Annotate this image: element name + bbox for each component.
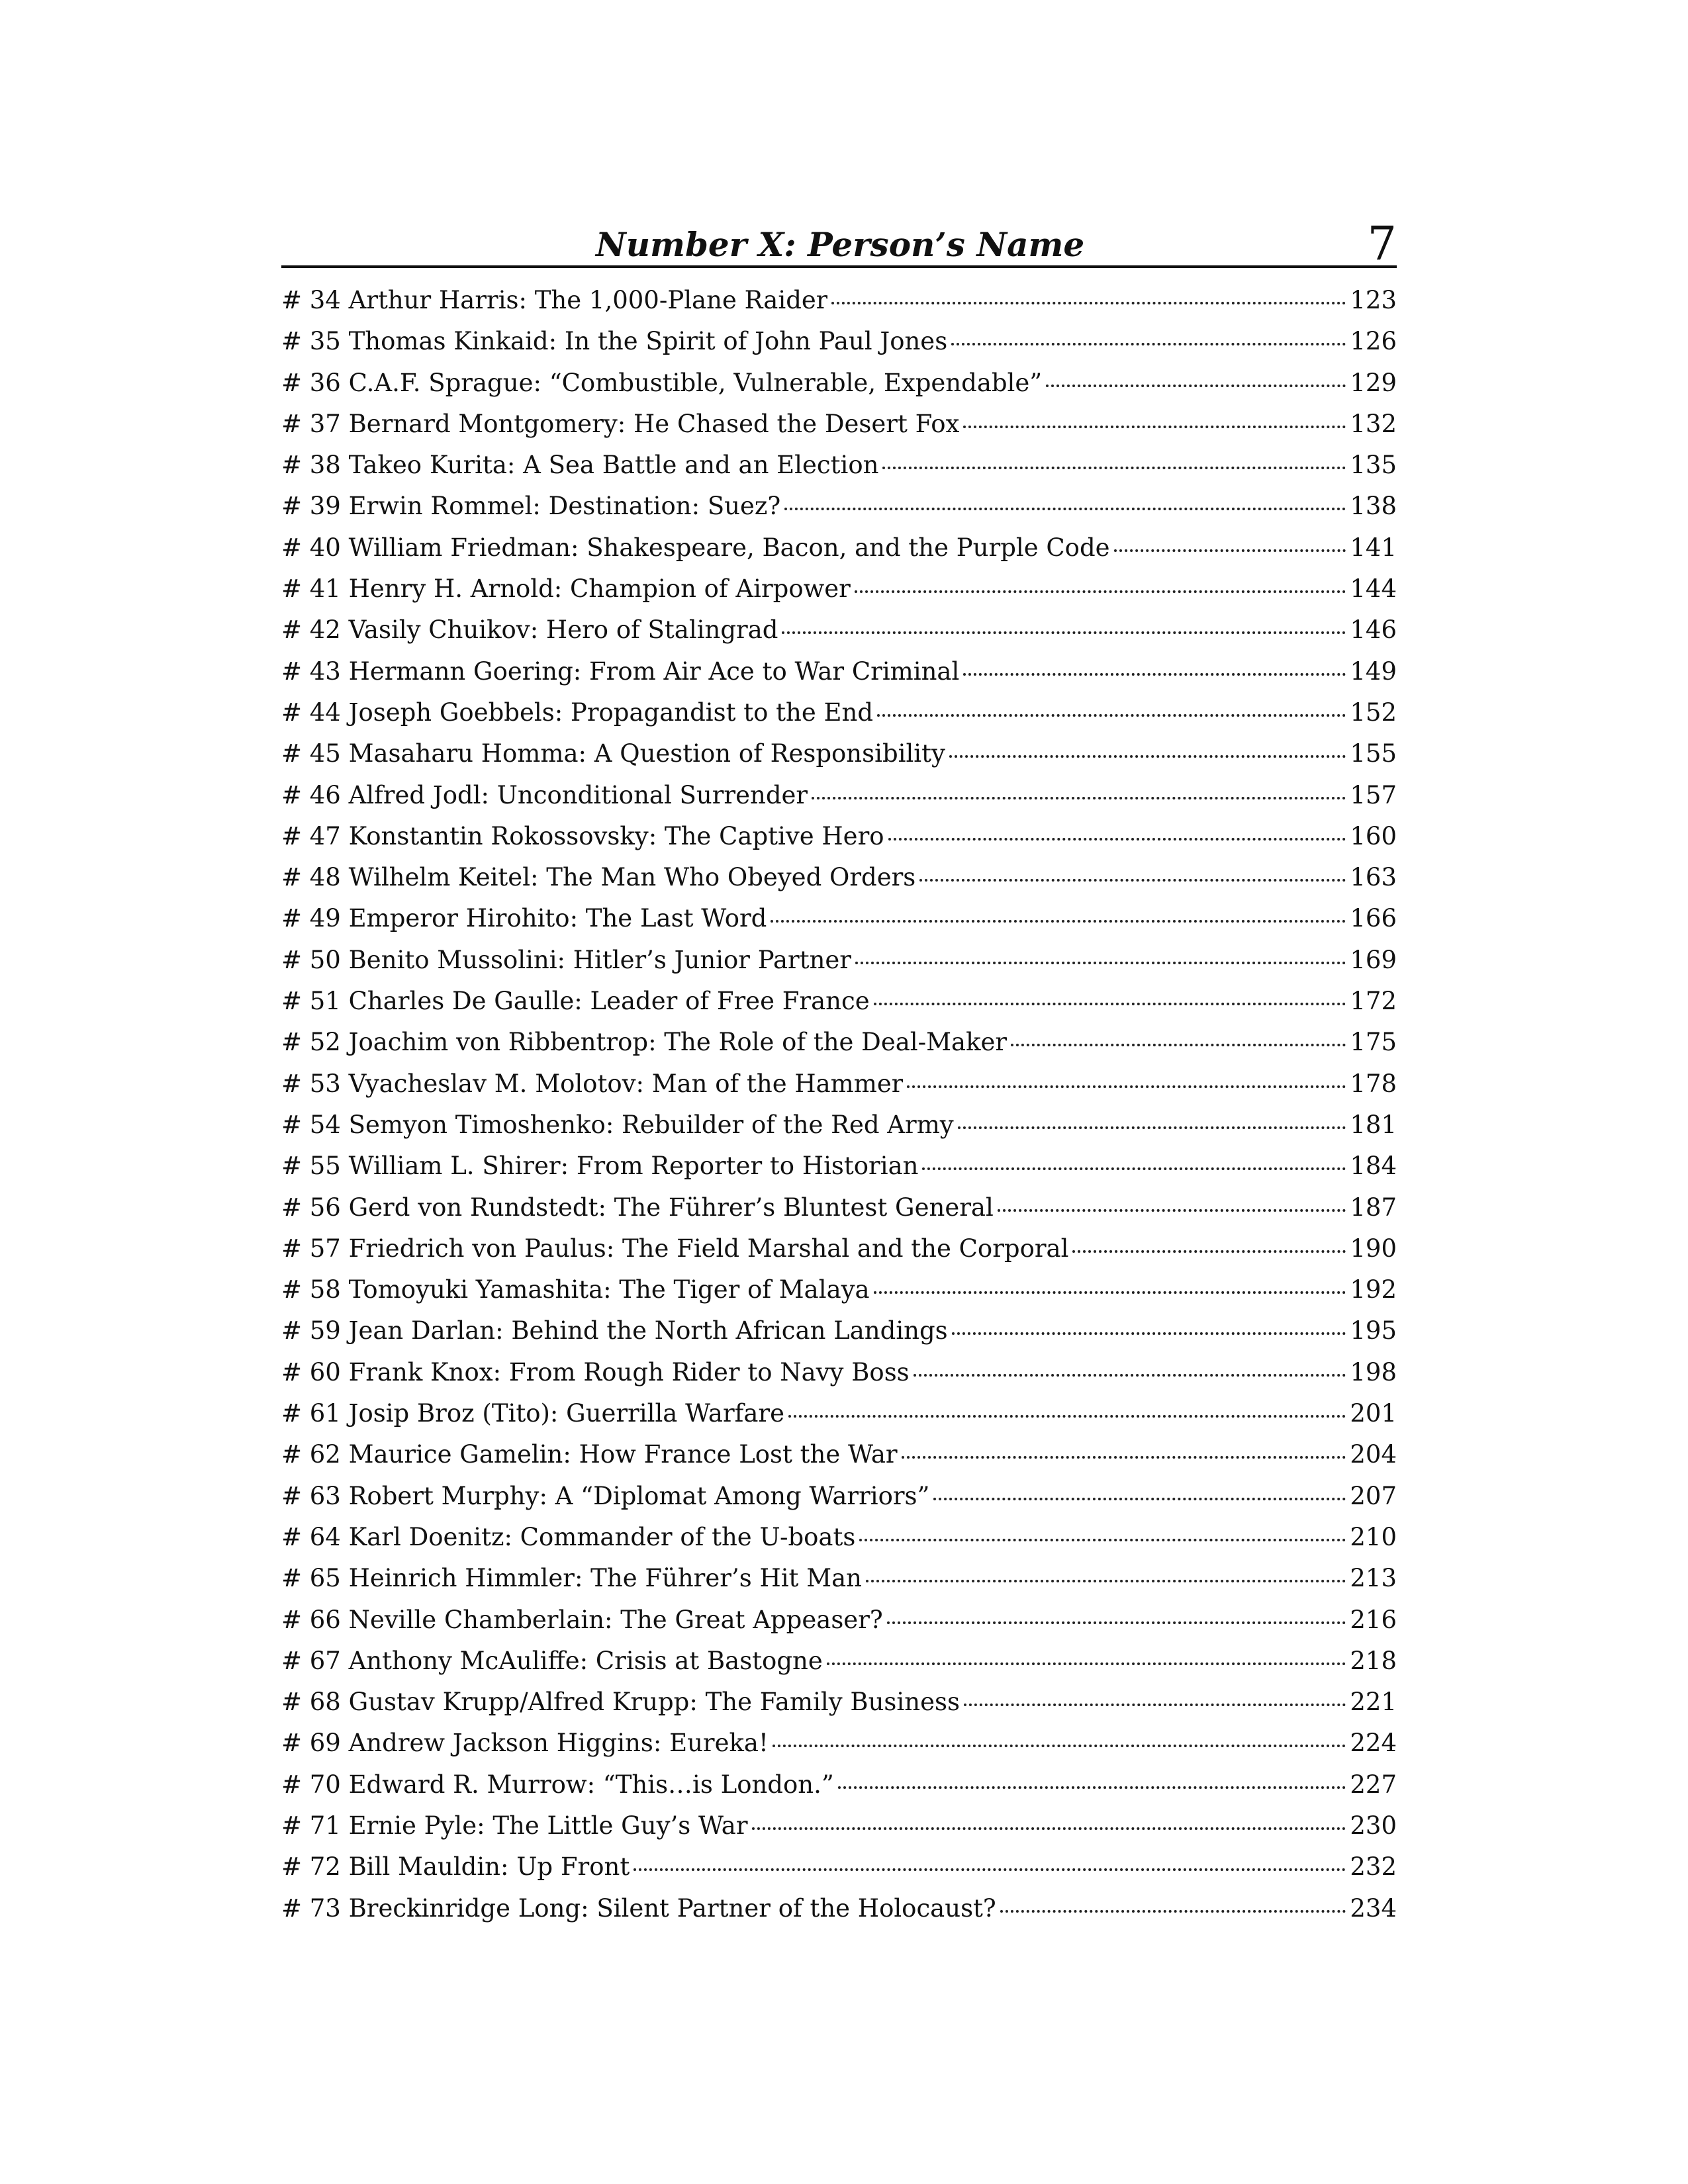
toc-entry-title: # 51 Charles De Gaulle: Leader of Free France [281,987,870,1016]
toc-entry-title: # 43 Hermann Goering: From Air Ace to War Criminal [281,657,960,686]
dot-leader [958,1126,1346,1129]
dot-leader [919,879,1346,882]
toc-entry-title: # 49 Emperor Hirohito: The Last Word [281,904,767,933]
toc-entry [281,1564,1397,1605]
toc-entry [281,615,1397,657]
toc-entry-title: # 68 Gustav Krupp/Alfred Krupp: The Family Business [281,1688,960,1717]
toc-entry-page: 192 [1350,1275,1397,1304]
dot-leader [922,1167,1346,1170]
toc-entry [281,946,1397,987]
dot-leader [752,1827,1346,1830]
page-header [281,208,1397,271]
toc-entry-page: 146 [1350,615,1397,645]
dot-leader [784,508,1346,510]
toc-entry [281,533,1397,574]
toc-entry [281,1028,1397,1069]
toc-entry [281,657,1397,698]
toc-entry-title: # 65 Heinrich Himmler: The Führer’s Hit Man [281,1564,862,1593]
dot-leader [838,1786,1346,1789]
toc-entry [281,1647,1397,1688]
toc-entry [281,1275,1397,1316]
toc-entry-page: 221 [1350,1688,1397,1717]
toc-entry-title: # 59 Jean Darlan: Behind the North African Landings [281,1316,948,1345]
toc-entry-title: # 63 Robert Murphy: A “Diplomat Among Warriors” [281,1481,930,1510]
dot-leader [882,467,1346,469]
toc-entry-page: 184 [1350,1152,1397,1181]
dot-leader [1011,1044,1346,1046]
toc-entry-page: 172 [1350,987,1397,1016]
dot-leader [633,1868,1346,1871]
toc-entry [281,1193,1397,1234]
toc-entry-page: 178 [1350,1069,1397,1098]
toc-entry-page: 190 [1350,1234,1397,1263]
dot-leader [1046,385,1346,387]
toc-entry [281,574,1397,615]
toc-entry [281,1688,1397,1729]
toc-entry-page: 195 [1350,1316,1397,1345]
dot-leader [907,1085,1346,1088]
toc-entry [281,1152,1397,1193]
toc-entry-title: # 57 Friedrich von Paulus: The Field Marshal and the Corporal [281,1234,1069,1263]
dot-leader [812,797,1346,799]
toc-entry-page: 138 [1350,492,1397,521]
toc-entry-title: # 54 Semyon Timoshenko: Rebuilder of the Red Army [281,1110,954,1139]
toc-entry-page: 155 [1350,739,1397,768]
dot-leader [914,1374,1346,1377]
dot-leader [877,714,1346,717]
toc-entry-page: 144 [1350,574,1397,604]
toc-entry-title: # 53 Vyacheslav M. Molotov: Man of the Hammer [281,1069,904,1098]
dot-leader [963,426,1346,428]
toc-entry [281,451,1397,492]
toc-entry [281,781,1397,822]
toc-entry-title: # 60 Frank Knox: From Rough Rider to Navy Boss [281,1357,910,1387]
dot-leader [998,1209,1346,1212]
dot-leader [963,673,1346,676]
toc-entry-page: 141 [1350,533,1397,562]
toc-entry-page: 230 [1350,1811,1397,1840]
toc-entry-title: # 35 Thomas Kinkaid: In the Spirit of John Paul Jones [281,327,948,356]
running-title: Number X: Person’s Name [596,225,1085,264]
table-of-contents [281,286,1397,1935]
toc-entry-page: 126 [1350,327,1397,356]
dot-leader [771,920,1346,923]
toc-entry [281,739,1397,780]
dot-leader [874,1291,1346,1294]
toc-entry [281,904,1397,945]
toc-entry-title: # 52 Joachim von Ribbentrop: The Role of the Deal-Maker [281,1028,1008,1057]
toc-entry-title: # 58 Tomoyuki Yamashita: The Tiger of Malaya [281,1275,870,1304]
dot-leader [902,1456,1346,1459]
toc-entry-page: 132 [1350,409,1397,438]
dot-leader [859,1539,1346,1541]
toc-entry-title: # 44 Joseph Goebbels: Propagandist to the End [281,698,874,727]
toc-entry-page: 129 [1350,368,1397,397]
toc-entry-page: 198 [1350,1357,1397,1387]
dot-leader [949,755,1346,758]
toc-entry-page: 218 [1350,1646,1397,1675]
toc-entry [281,1069,1397,1111]
dot-leader [951,343,1346,345]
toc-entry-page: 135 [1350,451,1397,480]
toc-entry [281,1440,1397,1481]
toc-entry-title: # 61 Josip Broz (Tito): Guerrilla Warfare [281,1399,785,1428]
toc-entry-page: 234 [1350,1893,1397,1923]
toc-entry-page: 187 [1350,1193,1397,1222]
toc-entry [281,1523,1397,1564]
toc-entry-title: # 64 Karl Doenitz: Commander of the U-boats [281,1522,856,1551]
toc-entry-page: 163 [1350,863,1397,892]
toc-entry-title: # 69 Andrew Jackson Higgins: Eureka! [281,1729,769,1758]
toc-entry-page: 166 [1350,904,1397,933]
toc-entry-title: # 47 Konstantin Rokossovsky: The Captive Hero [281,821,884,850]
toc-entry-page: 224 [1350,1729,1397,1758]
toc-entry [281,1729,1397,1770]
toc-entry [281,1770,1397,1811]
dot-leader [855,962,1346,964]
dot-leader [1072,1250,1346,1253]
toc-entry-page: 201 [1350,1399,1397,1428]
toc-entry [281,1111,1397,1152]
toc-entry-page: 213 [1350,1564,1397,1593]
dot-leader [855,590,1346,593]
toc-entry-title: # 41 Henry H. Arnold: Champion of Airpower [281,574,851,604]
toc-entry [281,1606,1397,1647]
toc-entry-title: # 67 Anthony McAuliffe: Crisis at Bastogne [281,1646,823,1675]
toc-entry [281,822,1397,863]
toc-entry-title: # 45 Masaharu Homma: A Question of Responsibility [281,739,945,768]
toc-entry [281,698,1397,739]
toc-entry-page: 152 [1350,698,1397,727]
toc-entry [281,492,1397,533]
toc-entry-page: 181 [1350,1110,1397,1139]
dot-leader [887,1621,1346,1624]
toc-entry [281,863,1397,904]
toc-entry-page: 149 [1350,657,1397,686]
toc-entry-title: # 55 William L. Shirer: From Reporter to Historian [281,1152,919,1181]
toc-entry [281,1482,1397,1523]
toc-entry-title: # 71 Ernie Pyle: The Little Guy’s War [281,1811,748,1840]
toc-entry-page: 210 [1350,1522,1397,1551]
toc-entry-page: 123 [1350,286,1397,314]
dot-leader [888,838,1346,841]
toc-entry [281,369,1397,410]
toc-entry [281,1852,1397,1893]
dot-leader [866,1580,1346,1582]
toc-entry [281,1811,1397,1852]
toc-entry-title: # 73 Breckinridge Long: Silent Partner of the Holocaust? [281,1893,996,1923]
toc-entry-title: # 56 Gerd von Rundstedt: The Führer’s Bluntest General [281,1193,994,1222]
toc-entry-page: 216 [1350,1605,1397,1634]
toc-entry-page: 175 [1350,1028,1397,1057]
toc-entry-title: # 46 Alfred Jodl: Unconditional Surrender [281,780,808,809]
toc-entry [281,1234,1397,1275]
toc-entry [281,410,1397,451]
toc-entry-page: 207 [1350,1481,1397,1510]
toc-entry-title: # 50 Benito Mussolini: Hitler’s Junior Partner [281,945,851,974]
toc-entry [281,1358,1397,1399]
toc-entry-title: # 39 Erwin Rommel: Destination: Suez? [281,492,781,521]
dot-leader [782,631,1346,634]
toc-entry-title: # 48 Wilhelm Keitel: The Man Who Obeyed Orders [281,863,916,892]
toc-entry-title: # 34 Arthur Harris: The 1,000-Plane Raider [281,286,828,314]
toc-entry [281,1316,1397,1357]
toc-entry-page: 169 [1350,945,1397,974]
dot-leader [933,1498,1346,1500]
toc-entry [281,1399,1397,1440]
dot-leader [1114,549,1346,552]
toc-entry-title: # 70 Edward R. Murrow: “This…is London.” [281,1770,834,1799]
toc-entry-title: # 38 Takeo Kurita: A Sea Battle and an Election [281,451,879,480]
toc-entry [281,286,1397,327]
toc-entry-title: # 42 Vasily Chuikov: Hero of Stalingrad [281,615,778,645]
dot-leader [952,1332,1346,1335]
toc-entry-title: # 66 Neville Chamberlain: The Great Appeaser? [281,1605,883,1634]
dot-leader [773,1745,1346,1747]
toc-entry-page: 232 [1350,1852,1397,1882]
toc-entry-page: 157 [1350,780,1397,809]
toc-entry-page: 227 [1350,1770,1397,1799]
toc-entry-page: 204 [1350,1440,1397,1469]
toc-entry-title: # 62 Maurice Gamelin: How France Lost the War [281,1440,898,1469]
toc-entry-title: # 36 C.A.F. Sprague: “Combustible, Vulnerable, Expendable” [281,368,1043,397]
toc-entry [281,327,1397,368]
toc-entry-page: 160 [1350,821,1397,850]
toc-entry-title: # 72 Bill Mauldin: Up Front [281,1852,630,1882]
dot-leader [964,1704,1346,1706]
dot-leader [788,1415,1346,1418]
page-number: 7 [1367,216,1397,271]
toc-entry-title: # 37 Bernard Montgomery: He Chased the Desert Fox [281,409,960,438]
toc-entry-title: # 40 William Friedman: Shakespeare, Bacon, and the Purple Code [281,533,1110,562]
toc-entry [281,1894,1397,1935]
dot-leader [1000,1910,1346,1913]
dot-leader [827,1662,1346,1665]
toc-entry [281,987,1397,1028]
dot-leader [831,302,1346,304]
dot-leader [874,1003,1346,1005]
